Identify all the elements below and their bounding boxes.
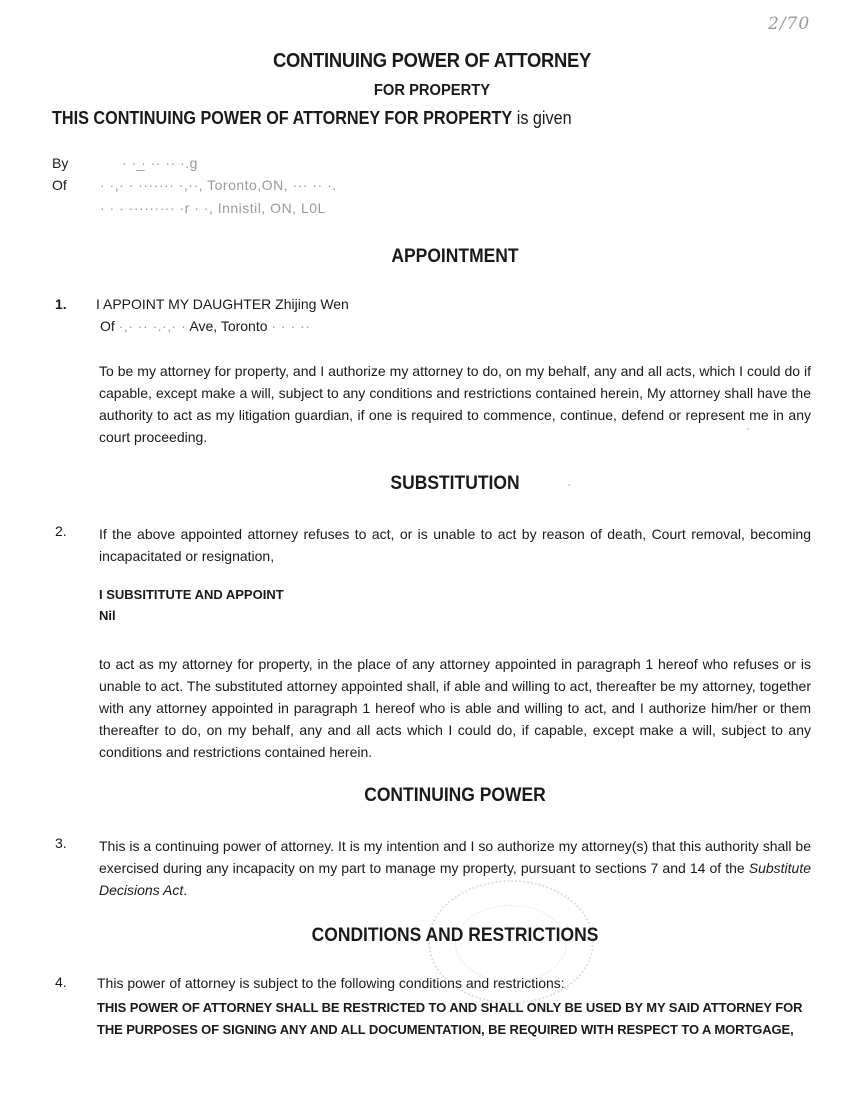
appointee-line: I APPOINT MY DAUGHTER Zhijing Wen	[96, 296, 349, 312]
restriction-line-1: THIS POWER OF ATTORNEY SHALL BE RESTRICTED TO AND SHALL ONLY BE USED BY MY SAID ATTORNEY FOR	[97, 1000, 803, 1015]
substitute-value: Nil	[99, 608, 116, 623]
scan-speck	[747, 428, 749, 430]
substitution-body: to act as my attorney for property, in the place of any attorney appointed in paragraph 1 hereof who refuses or is unable to act. The substituted attorney appointed shall, if able and willing to act, thereafter be my attorney, together with any attorney appointed in paragraph 1 hereof who is able and willing to act, and I authorize him/her or them thereafter to do, on my behalf, any and all acts which I could do, if capable, except make a will, subject to any conditions and restrictions contained herein.	[99, 656, 811, 760]
intro-rest: is given	[512, 108, 572, 128]
section-number-2: 2.	[55, 523, 67, 539]
section-number-4: 4.	[55, 974, 67, 990]
substitute-label: I SUBSITITUTE AND APPOINT	[99, 587, 284, 602]
appointee-of-label: Of	[100, 318, 119, 334]
restriction-line-2: THE PURPOSES OF SIGNING ANY AND ALL DOCUMENTATION, BE REQUIRED WITH RESPECT TO A MORTGAGE,	[97, 1022, 794, 1037]
continuing-power-end: .	[183, 882, 188, 898]
section-heading-continuing-power: CONTINUING POWER	[364, 785, 546, 806]
grantor-address-line2: · · · ········· ·r · ·, Innistil, ON, L0L	[100, 200, 326, 216]
intro-line	[52, 108, 572, 129]
appointee-postal-redacted: · · · ··	[271, 318, 311, 334]
scan-speck	[568, 484, 570, 486]
section-heading-substitution: SUBSTITUTION	[390, 473, 520, 494]
appointee-address	[100, 318, 310, 334]
appointee-address-visible: Ave, Toronto	[186, 318, 272, 334]
of-label: Of	[52, 177, 67, 193]
substitution-lead: If the above appointed attorney refuses to act, or is unable to act by reason of death, Court removal, becoming incapacitated or resignation,	[99, 526, 811, 564]
intro-bold: THIS CONTINUING POWER OF ATTORNEY FOR PROPERTY	[52, 108, 513, 128]
continuing-power-body	[99, 835, 811, 901]
by-label: By	[52, 155, 69, 171]
continuing-power-text: This is a continuing power of attorney. It is my intention and I so authorize my attorney(s) that this authority shall be exercised during any incapacity on my part to manage my property, pursuant to sections 7 and 14 of the	[99, 838, 811, 876]
section-heading-appointment: APPOINTMENT	[391, 246, 519, 267]
conditions-lead: This power of attorney is subject to the following conditions and restrictions:	[97, 975, 565, 991]
appointee-address-redacted: ·,· ·· ·.·,· ·	[118, 318, 187, 334]
section-number-3: 3.	[55, 835, 67, 851]
section-number-1: 1.	[55, 296, 67, 312]
document-subtitle: FOR PROPERTY	[373, 82, 491, 99]
grantor-name-redacted: · · ̲· ·· ·· ·.g	[122, 155, 198, 171]
appointment-body: To be my attorney for property, and I authorize my attorney to do, on my behalf, any and all acts, which I could do if capable, except make a will, subject to any conditions and restrictions contained herein, My attorney shall have the authority to act as my litigation guardian, if one is required to commence, continue, defend or represent me in any court proceeding.	[99, 363, 811, 445]
section-heading-conditions: CONDITIONS AND RESTRICTIONS	[311, 925, 599, 946]
document-title: CONTINUING POWER OF ATTORNEY	[272, 50, 592, 72]
act-name: Substitute Decisions Act	[99, 860, 811, 898]
page-number: 2/70	[768, 14, 811, 34]
grantor-address-line1: · ·,· · ······· ·,··, Toronto,ON, ··· ·· ·.	[100, 177, 337, 193]
